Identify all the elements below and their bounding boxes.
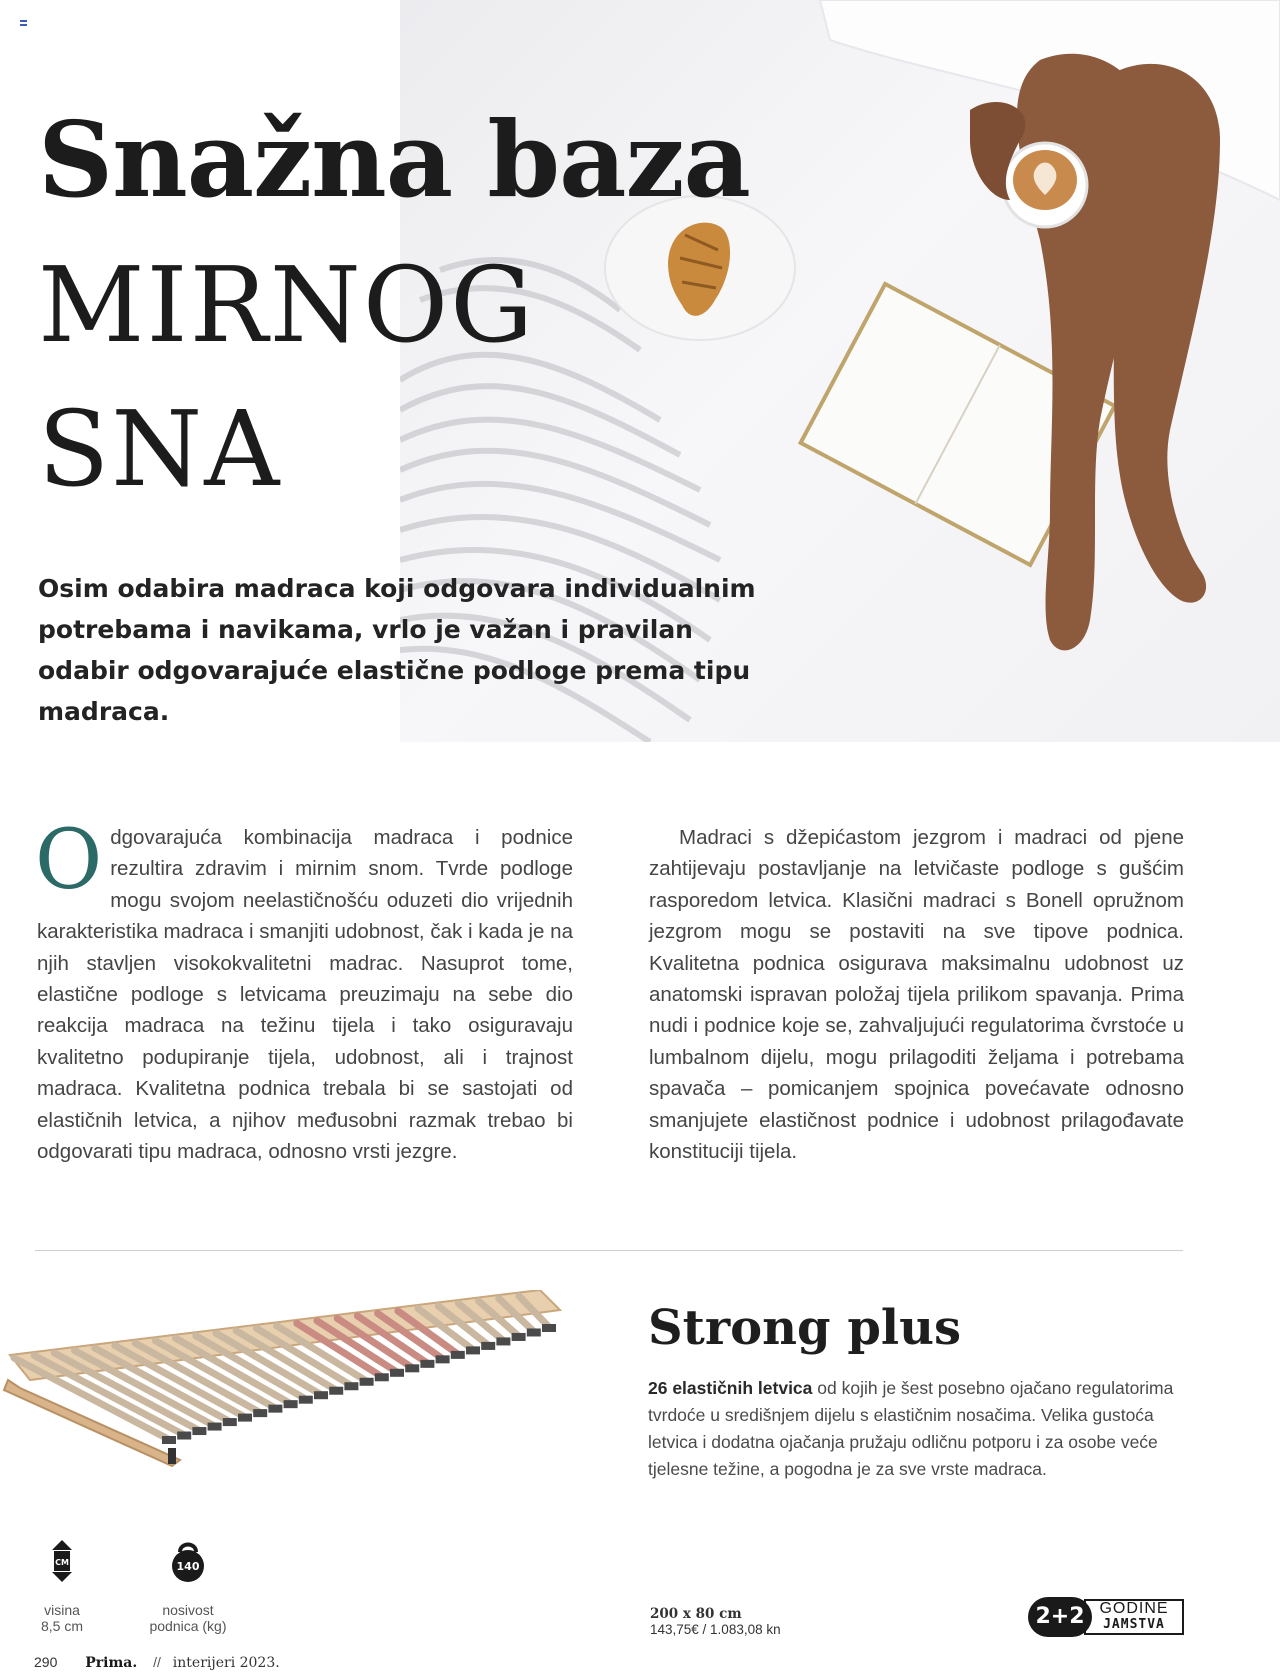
- slat-holder: [238, 1414, 252, 1422]
- warranty-line2: JAMSTVA: [1103, 1617, 1165, 1632]
- load-value: 140: [176, 1560, 200, 1573]
- slat-holder: [466, 1346, 480, 1354]
- body-column-right: Madraci s džepićastom jezgrom i madraci od pjene zahtijevaju postavljanje na letvičaste podloge s gušćim rasporedom letvica. Klasični madraci s Bonell opružnom jezgrom mogu se postaviti na sve tipove podnica. Kvalitetna podnica osigurava maksimalnu udobnost uz anatomski ispravan položaj tijela prilikom spavanja. Prima nudi i podnice koje se, zahvaljujući regulatorima čvrstoće u lumbalnom dijelu, mogu prilagoditi željama i potrebama spavača – pomicanjem spojnica povećavate odnosno smanjujete elastičnost podnice i udobnost prilagođavate konstituciji tijela.: [649, 826, 1184, 1164]
- slat-holder: [390, 1369, 404, 1377]
- slat-holder: [268, 1405, 282, 1413]
- product-desc-rest: od kojih je šest posebno ojačano regulatorima tvrdoće u središnjem dijelu s elastičnim nosačima. Velika gustoća letvica i dodatna ojačanja pružaju odličnu potporu i za osobe veće tjelesne težine, a pogodna je za sve vrste madraca.: [648, 1378, 1174, 1479]
- spec-load: [138, 1540, 238, 1634]
- slat-holder: [162, 1436, 176, 1444]
- slat-holder: [420, 1360, 434, 1368]
- publication-name: interijeri 2023.: [172, 1655, 280, 1671]
- slat-holder: [436, 1355, 450, 1363]
- product-desc-bold: 26 elastičnih letvica: [648, 1378, 813, 1398]
- slatted-base-image: [0, 1290, 600, 1510]
- warranty-badge: [1028, 1597, 1184, 1637]
- slat-holder: [299, 1396, 313, 1404]
- height-arrow-icon: [50, 1540, 74, 1582]
- slat-holder: [375, 1373, 389, 1381]
- page-footer: [34, 1654, 280, 1671]
- size-price: [650, 1606, 781, 1638]
- slat-holder: [542, 1324, 556, 1332]
- body-left-text: dgovarajuća kombinacija madraca i podnice rezultira zdravim i mirnim snom. Tvrde podloge mogu svojom neelastičnošću oduzeti dio vrijednih karakteristika madraca i smanjiti udobnost, čak i kada je na njih stavljen visokokvalitetni madrac. Nasuprot tome, elastične podloge s letvicama preuzimaju na sebe dio reakcija madraca na težinu tijela i tako osiguravaju kvalitetno podupiranje tijela, udobnost, ali i trajnost madraca. Kvalitetna podnica trebala bi se sastojati od elastičnih letvica, a njihov međusobni razmak trebao bi odgovarati tipu madraca, odnosno vrsti jezgre.: [37, 826, 573, 1164]
- slat-holder: [329, 1387, 343, 1395]
- page-number: 290: [34, 1654, 58, 1670]
- slat-holder: [451, 1351, 465, 1359]
- size-dims: 200 x 80 cm: [650, 1606, 742, 1622]
- warranty-text-box: [1084, 1599, 1184, 1635]
- slat-holder: [344, 1382, 358, 1390]
- section-divider: [35, 1250, 1183, 1251]
- slat-holder: [405, 1364, 419, 1372]
- slat-holder: [496, 1337, 510, 1345]
- height-icon-text: CM: [55, 1558, 69, 1567]
- slat-holder: [527, 1328, 541, 1336]
- slat-holder: [208, 1423, 222, 1431]
- slat-holder: [512, 1333, 526, 1341]
- coffee-cup-image: [1003, 143, 1087, 227]
- slat-holder: [314, 1391, 328, 1399]
- title-line-3: SNA: [38, 388, 282, 510]
- price: 143,75€ / 1.083,08 kn: [650, 1622, 781, 1637]
- lead-paragraph: Osim odabira madraca koji odgovara individualnim potrebama i navikama, vrlo je važan i pravilan odabir odgovarajuće elastične podloge prema tipu madraca.: [38, 574, 756, 726]
- corner-mark: [20, 20, 27, 26]
- brand-name: Prima.: [85, 1655, 138, 1671]
- footer-separator: //: [153, 1654, 161, 1670]
- body-column-left: [35, 813, 573, 1167]
- title-line-2: MIRNOG: [38, 244, 536, 366]
- slat-holder: [177, 1432, 191, 1440]
- slat-holder: [253, 1409, 267, 1417]
- spec-height: [30, 1540, 94, 1634]
- product-description: [648, 1375, 1188, 1483]
- warranty-number: 2+2: [1028, 1597, 1092, 1637]
- weight-icon: [170, 1540, 206, 1582]
- warranty-line1: GODINE: [1099, 1600, 1169, 1617]
- dropcap: O: [35, 813, 103, 908]
- slat-holder: [284, 1400, 298, 1408]
- height-value: 8,5 cm: [40, 1618, 83, 1634]
- slat-holder: [360, 1378, 374, 1386]
- product-name: Strong plus: [648, 1300, 962, 1356]
- slat-holder: [223, 1418, 237, 1426]
- load-label: nosivost: [162, 1602, 214, 1618]
- height-label: visina: [44, 1602, 80, 1618]
- title-line-1: Snažna baza: [38, 98, 750, 221]
- slat-holder: [481, 1342, 495, 1350]
- slat-holder: [192, 1427, 206, 1435]
- load-label-unit: podnica (kg): [149, 1618, 227, 1634]
- frame-leg: [168, 1448, 176, 1464]
